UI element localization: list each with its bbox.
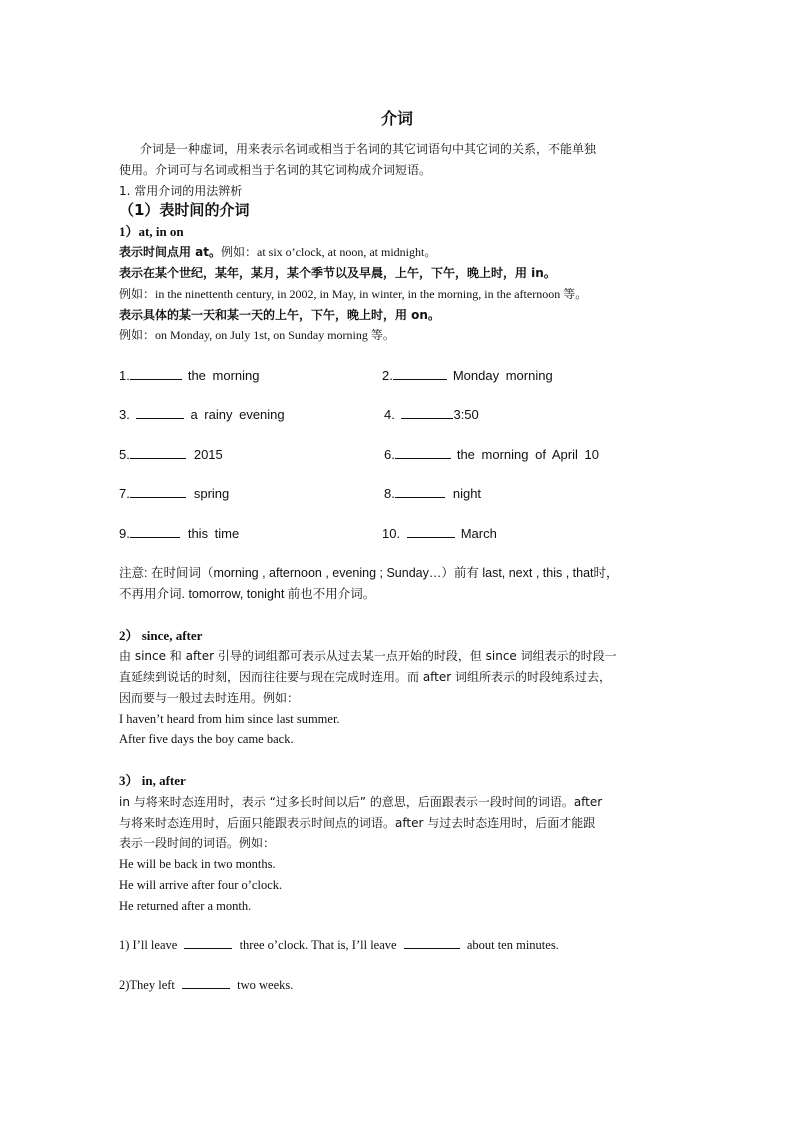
rule1-bold: 表示时间点用 at。 — [119, 245, 222, 259]
part3-heading: 3） in, after — [119, 773, 186, 788]
page-title: 介词 — [380, 109, 413, 128]
rule3: 表示具体的某一天和某一天的上午，下午，晚上时，用 on。 — [119, 308, 440, 322]
rule2: 表示在某个世纪，某年，某月，某个季节以及早晨，上午，下午，晚上时，用 in。 — [119, 266, 556, 280]
note-line-1: 注意: 在时间词（morning , afternoon , evening ; Sunday…）前有 last, next , this , that时， — [119, 566, 619, 580]
answer-blank[interactable] — [130, 525, 180, 538]
answer-blank[interactable] — [184, 936, 232, 949]
exercise-item: 10. March — [382, 526, 497, 541]
part2-example-2: After five days the boy came back. — [119, 732, 294, 746]
exercise-item: 2. Monday morning — [382, 368, 553, 383]
exercise-item: 7. spring — [119, 486, 230, 501]
exercise2-q1: 1) I’ll leave three o’clock. That is, I’ll leave about ten minutes. — [119, 938, 559, 952]
intro-line-2: 使用。介词可与名词或相当于名词的其它词构成介词短语。 — [119, 163, 432, 177]
part3-example-3: He returned after a month. — [119, 899, 252, 913]
part3-line-2: 与将来时态连用时，后面只能跟表示时间点的词语。after 与过去时态连用时，后面才能跟 — [119, 816, 596, 830]
answer-blank[interactable] — [182, 976, 230, 989]
subsection-heading: （1）表时间的介词 — [119, 201, 250, 219]
exercise-item: 6. the morning of April 10 — [384, 447, 599, 462]
rule2-example: 例如：in the ninettenth century, in 2002, in May, in winter, in the morning, in the afternoon 等。 — [119, 287, 588, 301]
note-line-2: 不再用介词. tomorrow, tonight 前也不用介词。 — [119, 587, 376, 601]
part2-line-3: 因而要与一般过去时连用。例如： — [119, 691, 300, 705]
answer-blank[interactable] — [136, 406, 184, 419]
answer-blank[interactable] — [404, 936, 460, 949]
exercise2-q2: 2)They left two weeks. — [119, 978, 294, 992]
answer-blank[interactable] — [401, 406, 453, 419]
exercise-item: 5. 2015 — [119, 447, 223, 462]
answer-blank[interactable] — [395, 485, 445, 498]
exercise-item: 8. night — [384, 486, 482, 501]
rule3-example: 例如：on Monday, on July 1st, on Sunday morning 等。 — [119, 328, 395, 342]
part2-heading: 2） since, after — [119, 628, 203, 643]
exercise-item: 9. this time — [119, 526, 240, 541]
answer-blank[interactable] — [130, 485, 186, 498]
exercise-item: 4. 3:50 — [384, 407, 479, 422]
answer-blank[interactable] — [395, 446, 451, 459]
rule1-text: 例如：at six o’clock, at noon, at midnight。 — [221, 245, 437, 259]
answer-blank[interactable] — [393, 367, 447, 380]
part3-line-3: 表示一段时间的词语。例如： — [119, 836, 276, 850]
exercise-item: 3. a rainy evening — [119, 407, 285, 422]
intro-line-1: 介词是一种虚词，用来表示名词或相当于名词的其它词语句中其它词的关系，不能单独 — [140, 142, 597, 156]
part3-example-1: He will be back in two months. — [119, 857, 276, 871]
section-heading: 1. 常用介词的用法辨析 — [119, 184, 243, 198]
exercise-item: 1. the morning — [119, 368, 260, 383]
answer-blank[interactable] — [130, 367, 182, 380]
part1-heading: 1）at, in on — [119, 224, 184, 239]
rule1 — [119, 242, 436, 262]
answer-blank[interactable] — [130, 446, 186, 459]
part3-example-2: He will arrive after four o’clock. — [119, 878, 283, 892]
part3-line-1: in 与将来时态连用时，表示 “过多长时间以后” 的意思，后面跟表示一段时间的词语。after — [119, 795, 603, 809]
part2-line-2: 直延续到说话的时刻，因而往往要与现在完成时连用。而 after 词组所表示的时段纯系过去， — [119, 670, 612, 684]
part2-example-1: I haven’t heard from him since last summer. — [119, 712, 340, 726]
part2-line-1: 由 since 和 after 引导的词组都可表示从过去某一点开始的时段，但 since 词组表示的时段一 — [119, 649, 617, 663]
answer-blank[interactable] — [407, 525, 455, 538]
